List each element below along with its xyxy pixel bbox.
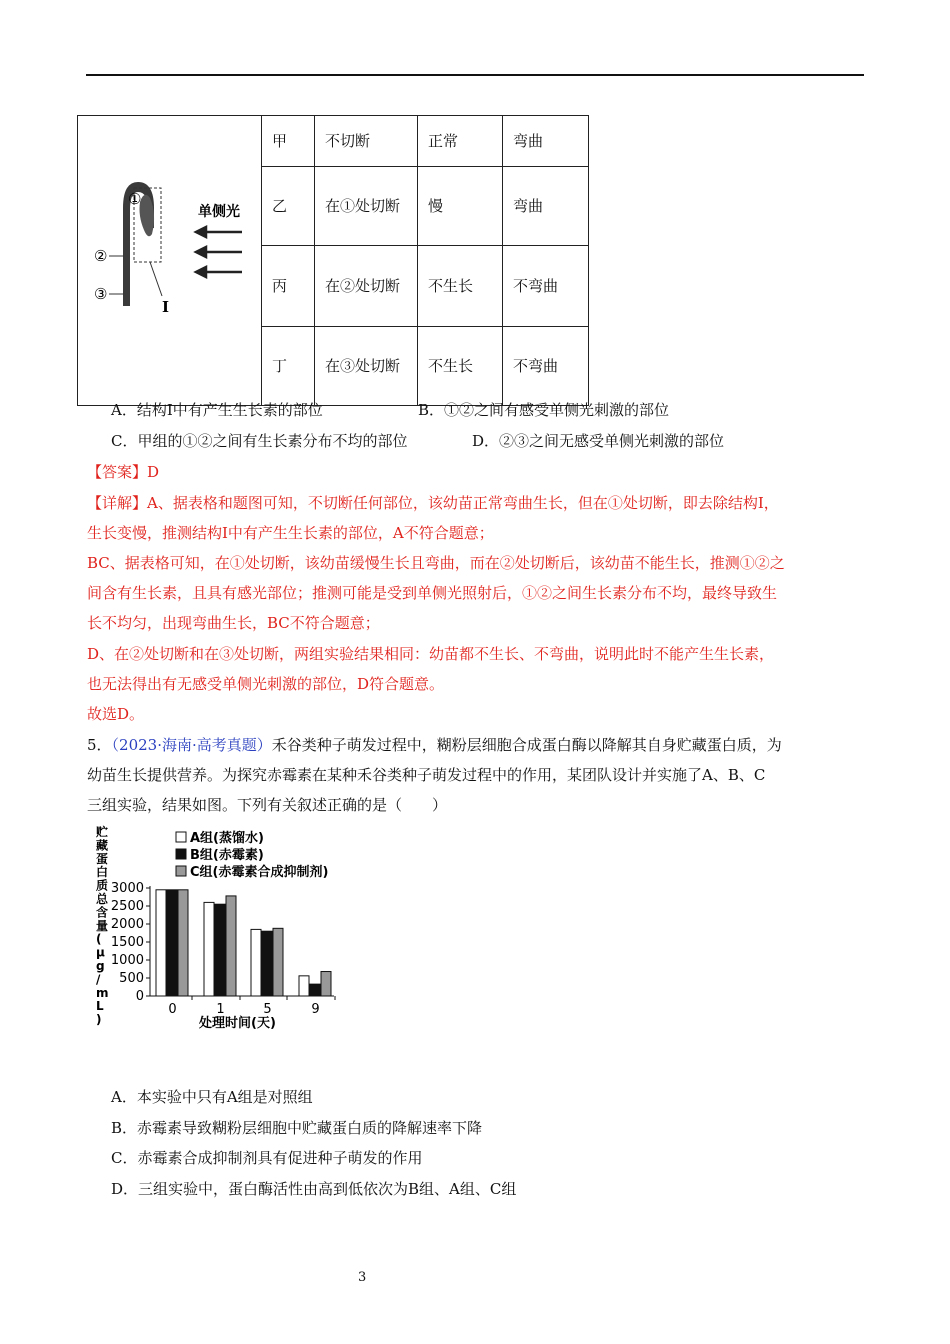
bar <box>178 890 188 996</box>
chart-bars <box>156 890 331 996</box>
q4-detail-line: 也无法得出有无感受单侧光刺激的部位，D符合题意。 <box>87 675 445 693</box>
chart-y-label: 贮藏蛋白质总含量( μ g / m L ) <box>96 825 109 1027</box>
bar <box>299 976 309 996</box>
row-bend: 不弯曲 <box>503 326 589 406</box>
legend-swatch <box>176 832 186 842</box>
bar <box>215 904 225 996</box>
row-treatment: 在③处切断 <box>315 326 418 406</box>
q4-detail-line: D、在②处切断和在③处切断，两组实验结果相同：幼苗都不生长、不弯曲，说明此时不能产生生长素， <box>87 645 775 663</box>
q5-option-b: B．赤霉素导致糊粉层细胞中贮藏蛋白质的降解速率下降 <box>111 1119 483 1137</box>
bar <box>226 896 236 996</box>
light-arrows <box>196 227 242 277</box>
y-tick-label: 2000 <box>110 917 144 932</box>
q4-detail-line: 【详解】A、据表格和题图可知，不切断任何部位，该幼苗正常弯曲生长，但在①处切断，即去除结构Ⅰ， <box>87 494 779 512</box>
bar <box>167 890 177 996</box>
chart-legend <box>176 830 328 880</box>
row-growth: 不生长 <box>418 246 503 326</box>
row-treatment: 在①处切断 <box>315 166 418 245</box>
legend-label: C组(赤霉素合成抑制剂) <box>190 865 329 880</box>
row-growth: 正常 <box>418 116 503 167</box>
marker-3: ③ <box>94 285 108 303</box>
row-treatment: 不切断 <box>315 116 418 167</box>
row-treatment: 在②处切断 <box>315 246 418 326</box>
chart-x-label: 处理时间(天) <box>199 1016 276 1031</box>
table-row <box>78 116 589 167</box>
q5-stem-line: 三组实验，结果如图。下列有关叙述正确的是（ ） <box>87 796 448 814</box>
row-group: 甲 <box>262 116 315 167</box>
row-growth: 慢 <box>418 166 503 245</box>
coleoptile-figure <box>78 116 261 396</box>
q4-detail-line: 生长变慢，推测结构Ⅰ中有产生生长素的部位，A不符合题意； <box>87 524 494 542</box>
q4-detail-line: 长不均匀，出现弯曲生长，BC不符合题意； <box>87 614 380 632</box>
bar <box>156 890 166 996</box>
q4-detail-line: 故选D。 <box>87 705 145 723</box>
q4-option-a: A．结构Ⅰ中有产生生长素的部位 <box>111 401 323 419</box>
protein-bar-chart <box>84 822 384 1034</box>
y-tick-label: 1000 <box>110 953 144 968</box>
y-tick-label: 500 <box>119 971 144 986</box>
legend-swatch <box>176 849 186 859</box>
bar <box>251 929 261 996</box>
q4-answer: 【答案】D <box>87 463 160 481</box>
row-bend: 弯曲 <box>503 166 589 245</box>
x-tick-label: 0 <box>168 1002 177 1017</box>
page-number: 3 <box>358 1270 367 1285</box>
marker-2: ② <box>94 247 108 265</box>
marker-1: ① <box>128 190 142 208</box>
q5-stem-line: 幼苗生长提供营养。为探究赤霉素在某种禾谷类种子萌发过程中的作用，某团队设计并实施了A、B、C <box>87 766 766 784</box>
bar <box>204 902 214 996</box>
structure-label: I <box>162 298 170 316</box>
q5-option-c: C．赤霉素合成抑制剂具有促进种子萌发的作用 <box>111 1149 423 1167</box>
row-group: 丙 <box>262 246 315 326</box>
x-tick-label: 5 <box>263 1002 272 1017</box>
chart-y-axis <box>111 881 150 1004</box>
q5-stem-line: 禾谷类种子萌发过程中，糊粉层细胞合成蛋白酶以降解其自身贮藏蛋白质，为 <box>271 736 782 754</box>
row-group: 乙 <box>262 166 315 245</box>
y-tick-label: 1500 <box>110 935 144 950</box>
q4-detail-line: 间含有生长素，且具有感光部位；推测可能是受到单侧光照射后，①②之间生长素分布不均，最终导致生 <box>87 584 778 602</box>
row-bend: 弯曲 <box>503 116 589 167</box>
light-label: 单侧光 <box>198 204 240 220</box>
row-growth: 不生长 <box>418 326 503 406</box>
y-tick-label: 2500 <box>110 899 144 914</box>
coleoptile-figure-cell <box>78 116 262 406</box>
q4-option-c: C．甲组的①②之间有生长素分布不均的部位 <box>111 432 408 450</box>
y-tick-label: 0 <box>135 989 144 1004</box>
q5-number: 5． <box>87 736 112 754</box>
q5-option-d: D．三组实验中，蛋白酶活性由高到低依次为B组、A组、C组 <box>111 1180 517 1198</box>
structure-pointer <box>150 262 162 296</box>
chart-x-axis <box>150 996 335 1017</box>
y-tick-label: 3000 <box>110 881 144 896</box>
bar <box>321 972 331 996</box>
q5-source: （2023·海南·高考真题） <box>111 736 272 754</box>
row-group: 丁 <box>262 326 315 406</box>
bar <box>310 984 320 996</box>
legend-label: B组(赤霉素) <box>190 848 264 863</box>
x-tick-label: 9 <box>311 1002 320 1017</box>
legend-swatch <box>176 866 186 876</box>
q4-detail-line: BC、据表格可知，在①处切断，该幼苗缓慢生长且弯曲，而在②处切断后，该幼苗不能生长，推测①②之 <box>87 554 785 572</box>
row-bend: 不弯曲 <box>503 246 589 326</box>
bar <box>273 928 283 996</box>
experiment-table <box>77 115 589 406</box>
q4-option-b: B．①②之间有感受单侧光刺激的部位 <box>418 401 670 419</box>
bar <box>262 931 272 996</box>
q4-option-d: D．②③之间无感受单侧光刺激的部位 <box>472 432 725 450</box>
header-rule <box>86 74 864 76</box>
q5-option-a: A．本实验中只有A组是对照组 <box>111 1088 313 1106</box>
legend-label: A组(蒸馏水) <box>190 831 264 846</box>
q5-stem-first <box>87 735 782 755</box>
x-tick-label: 1 <box>216 1002 225 1017</box>
